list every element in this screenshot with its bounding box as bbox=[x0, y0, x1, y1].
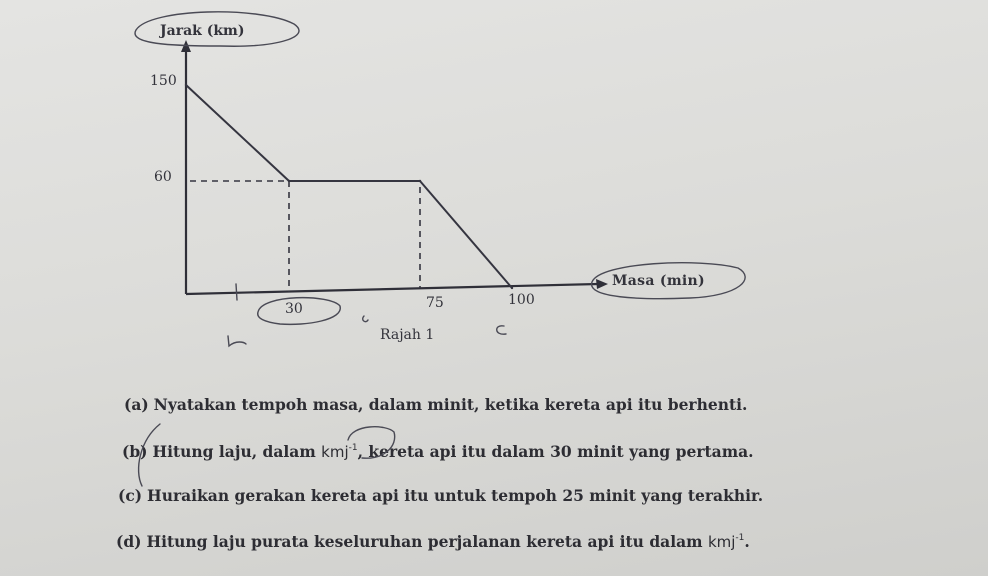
question-a bbox=[124, 397, 747, 414]
question-c-text: Huraikan gerakan kereta api itu untuk tempoh 25 minit yang terakhir. bbox=[147, 486, 764, 505]
question-b-text-post: , kereta api itu dalam 30 minit yang pertama. bbox=[357, 442, 754, 461]
x-axis-label: Masa (min) bbox=[612, 273, 705, 289]
question-b-unit: kmj bbox=[321, 443, 349, 461]
question-a-label: (a) bbox=[124, 395, 149, 414]
x-tick-label-75: 75 bbox=[426, 295, 444, 311]
question-c bbox=[118, 488, 763, 505]
y-tick-label-60: 60 bbox=[154, 169, 172, 185]
figure-caption: Rajah 1 bbox=[380, 327, 435, 343]
question-d-unit: kmj bbox=[707, 533, 736, 551]
data-point bbox=[185, 84, 187, 86]
question-b-label: (b) bbox=[122, 442, 148, 461]
y-tick-label-150: 150 bbox=[150, 73, 177, 89]
data-point bbox=[419, 180, 421, 182]
x-tick-label-30: 30 bbox=[285, 301, 303, 317]
question-a-text: Nyatakan tempoh masa, dalam minit, ketika kereta api itu berhenti. bbox=[153, 395, 748, 414]
question-b bbox=[122, 444, 754, 461]
x-axis bbox=[186, 279, 608, 294]
y-axis-arrowhead bbox=[181, 40, 191, 52]
y-axis-label: Jarak (km) bbox=[160, 23, 245, 39]
graph-segment bbox=[186, 85, 289, 181]
question-b-text-pre: Hitung laju, dalam bbox=[152, 442, 322, 461]
x-axis-arrowhead bbox=[596, 279, 608, 289]
question-d-label: (d) bbox=[116, 532, 142, 551]
graph-segment bbox=[420, 181, 512, 288]
x-tick-label-100: 100 bbox=[508, 292, 535, 308]
question-d-unit-exponent: -1 bbox=[735, 533, 745, 543]
question-d-text-post: . bbox=[744, 532, 750, 551]
question-d-text-pre: Hitung laju purata keseluruhan perjalanan kereta api itu dalam bbox=[146, 532, 708, 551]
question-b-unit-exponent: -1 bbox=[348, 443, 358, 453]
data-point bbox=[511, 287, 513, 289]
question-c-label: (c) bbox=[118, 486, 143, 505]
y-axis bbox=[181, 40, 191, 294]
question-d bbox=[116, 534, 750, 551]
